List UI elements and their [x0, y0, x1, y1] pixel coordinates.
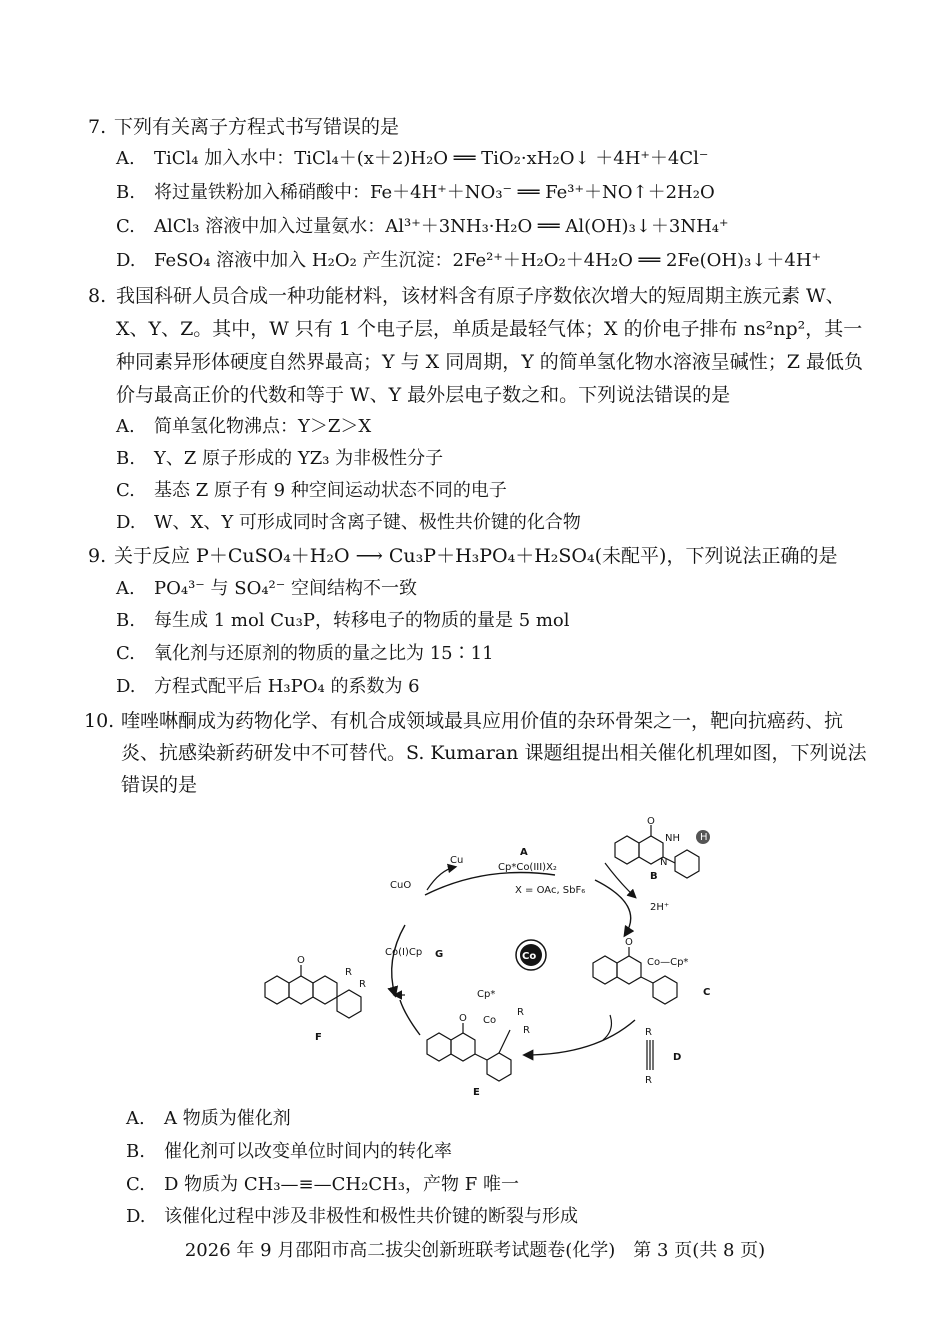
question-10-number: 10.: [84, 710, 115, 732]
question-7-stem: 7. 下列有关离子方程式书写错误的是: [88, 116, 400, 138]
q10-option-a: A. A 物质为催化剂: [126, 1108, 291, 1129]
structure-e: [427, 1023, 511, 1081]
q9-option-a: A. PO₄³⁻ 与 SO₄²⁻ 空间结构不一致: [116, 578, 417, 599]
x-definition: X = OAc, SbF₆: [515, 885, 586, 896]
e-r2: R: [523, 1025, 530, 1036]
cuo-label: CuO: [390, 880, 412, 891]
f-r1: R: [345, 967, 352, 978]
q8-stem-line-4: 价与最高正价的代数和等于 W、Y 最外层电子数之和。下列说法错误的是: [116, 384, 731, 406]
c-co-cp: Co—Cp*: [647, 957, 689, 968]
q7-option-c: C. AlCl₃ 溶液中加入过量氨水：Al³⁺＋3NH₃·H₂O ══ Al(OH)₃↓＋3NH₄⁺: [116, 216, 729, 237]
page-footer: 2026 年 9 月邵阳市高二拔尖创新班联考试题卷(化学) 第 3 页(共 8 页): [184, 1240, 766, 1261]
question-9-stem: 9. 关于反应 P＋CuSO₄＋H₂O ⟶ Cu₃P＋H₃PO₄＋H₂SO₄(未配平)，下列说法正确的是: [88, 545, 838, 567]
label-a: A: [520, 847, 528, 858]
f-r2: R: [359, 979, 366, 990]
q7-option-d: D. FeSO₄ 溶液中加入 H₂O₂ 产生沉淀：2Fe²⁺＋H₂O₂＋4H₂O ══ 2Fe(OH)₃↓＋4H⁺: [116, 250, 822, 271]
cu-label: Cu: [450, 855, 464, 866]
question-number: 7.: [88, 116, 107, 138]
f-oxygen: O: [297, 955, 305, 966]
q8-option-b: B. Y、Z 原子形成的 YZ₃ 为非极性分子: [116, 448, 444, 469]
structure-b: [615, 825, 710, 878]
b-nh: NH: [665, 833, 680, 844]
q10-stem-line-2: 炎、抗感染新药研发中不可替代。S. Kumaran 课题组提出相关催化机理如图，下列说法: [121, 742, 867, 764]
structure-d: [647, 1040, 653, 1070]
proton-label: 2H⁺: [650, 902, 670, 913]
q10-option-b: B. 催化剂可以改变单位时间内的转化率: [126, 1141, 452, 1162]
q8-stem-line-3: 种同素异形体硬度自然界最高；Y 与 X 同周期，Y 的简单氢化物水溶液呈碱性；Z 最低负: [116, 351, 864, 373]
q8-stem-line-1: 我国科研人员合成一种功能材料，该材料含有原子序数依次增大的短周期主族元素 W、: [116, 285, 845, 307]
e-co: Co: [483, 1015, 497, 1026]
co1-label: Co(I)Cp: [385, 947, 423, 958]
label-f: F: [315, 1032, 322, 1043]
label-d: D: [673, 1052, 682, 1063]
q10-stem-line-3: 错误的是: [121, 774, 198, 796]
q9-option-b: B. 每生成 1 mol Cu₃P，转移电子的物质的量是 5 mol: [116, 610, 570, 631]
q8-option-d: D. W、X、Y 可形成同时含离子键、极性共价键的化合物: [116, 512, 581, 533]
label-g: G: [435, 949, 444, 960]
q10-option-c: C. D 物质为 CH₃—≡—CH₂CH₃，产物 F 唯一: [126, 1174, 519, 1195]
q7-option-b: B. 将过量铁粉加入稀硝酸中：Fe＋4H⁺＋NO₃⁻ ══ Fe³⁺＋NO↑＋2H₂O: [116, 182, 715, 203]
q10-stem-line-1: 喹唑啉酮成为药物化学、有机合成领域最具应用价值的杂环骨架之一，靶向抗癌药、抗: [121, 710, 844, 732]
cycle-arc-bottom: [525, 1020, 635, 1055]
label-c: C: [703, 987, 711, 998]
label-b: B: [650, 871, 658, 882]
question-8-number: 8.: [88, 285, 107, 307]
c-oxygen: O: [625, 937, 633, 948]
d-r-bottom: R: [645, 1075, 652, 1086]
d-r-top: R: [645, 1027, 652, 1038]
b-oxygen: O: [647, 816, 655, 827]
catalyst-formula: Cp*Co(III)X₂: [498, 862, 557, 873]
e-oxygen: O: [459, 1013, 467, 1024]
structure-c: [593, 947, 677, 1004]
cycle-arc-left: [392, 925, 405, 995]
b-hydrogen: H: [700, 832, 708, 843]
center-co-label: Co: [522, 951, 537, 962]
b-to-c-arrow: [605, 863, 635, 897]
catalytic-cycle-diagram: [255, 815, 735, 1100]
b-nitrogen: N: [660, 857, 668, 868]
e-cp: Cp*: [477, 989, 496, 1000]
q8-stem-line-2: X、Y、Z。其中，W 只有 1 个电子层，单质是最轻气体；X 的价电子排布 ns²np²，其一: [116, 318, 863, 340]
e-r1: R: [517, 1007, 524, 1018]
q9-option-c: C. 氧化剂与还原剂的物质的量之比为 15∶11: [116, 643, 494, 664]
q8-option-c: C. 基态 Z 原子有 9 种空间运动状态不同的电子: [116, 480, 507, 501]
q10-option-d: D. 该催化过程中涉及非极性和极性共价键的断裂与形成: [126, 1206, 578, 1227]
cuo-to-cu-arrow: [427, 867, 455, 890]
cycle-arc-left-bottom: [400, 1000, 420, 1035]
q7-option-a: A. TiCl₄ 加入水中：TiCl₄＋(x＋2)H₂O ══ TiO₂·xH₂O↓ ＋4H⁺＋4Cl⁻: [116, 148, 709, 169]
q8-option-a: A. 简单氢化物沸点：Y＞Z＞X: [116, 416, 372, 437]
q9-option-d: D. 方程式配平后 H₃PO₄ 的系数为 6: [116, 676, 420, 697]
label-e: E: [473, 1087, 480, 1098]
